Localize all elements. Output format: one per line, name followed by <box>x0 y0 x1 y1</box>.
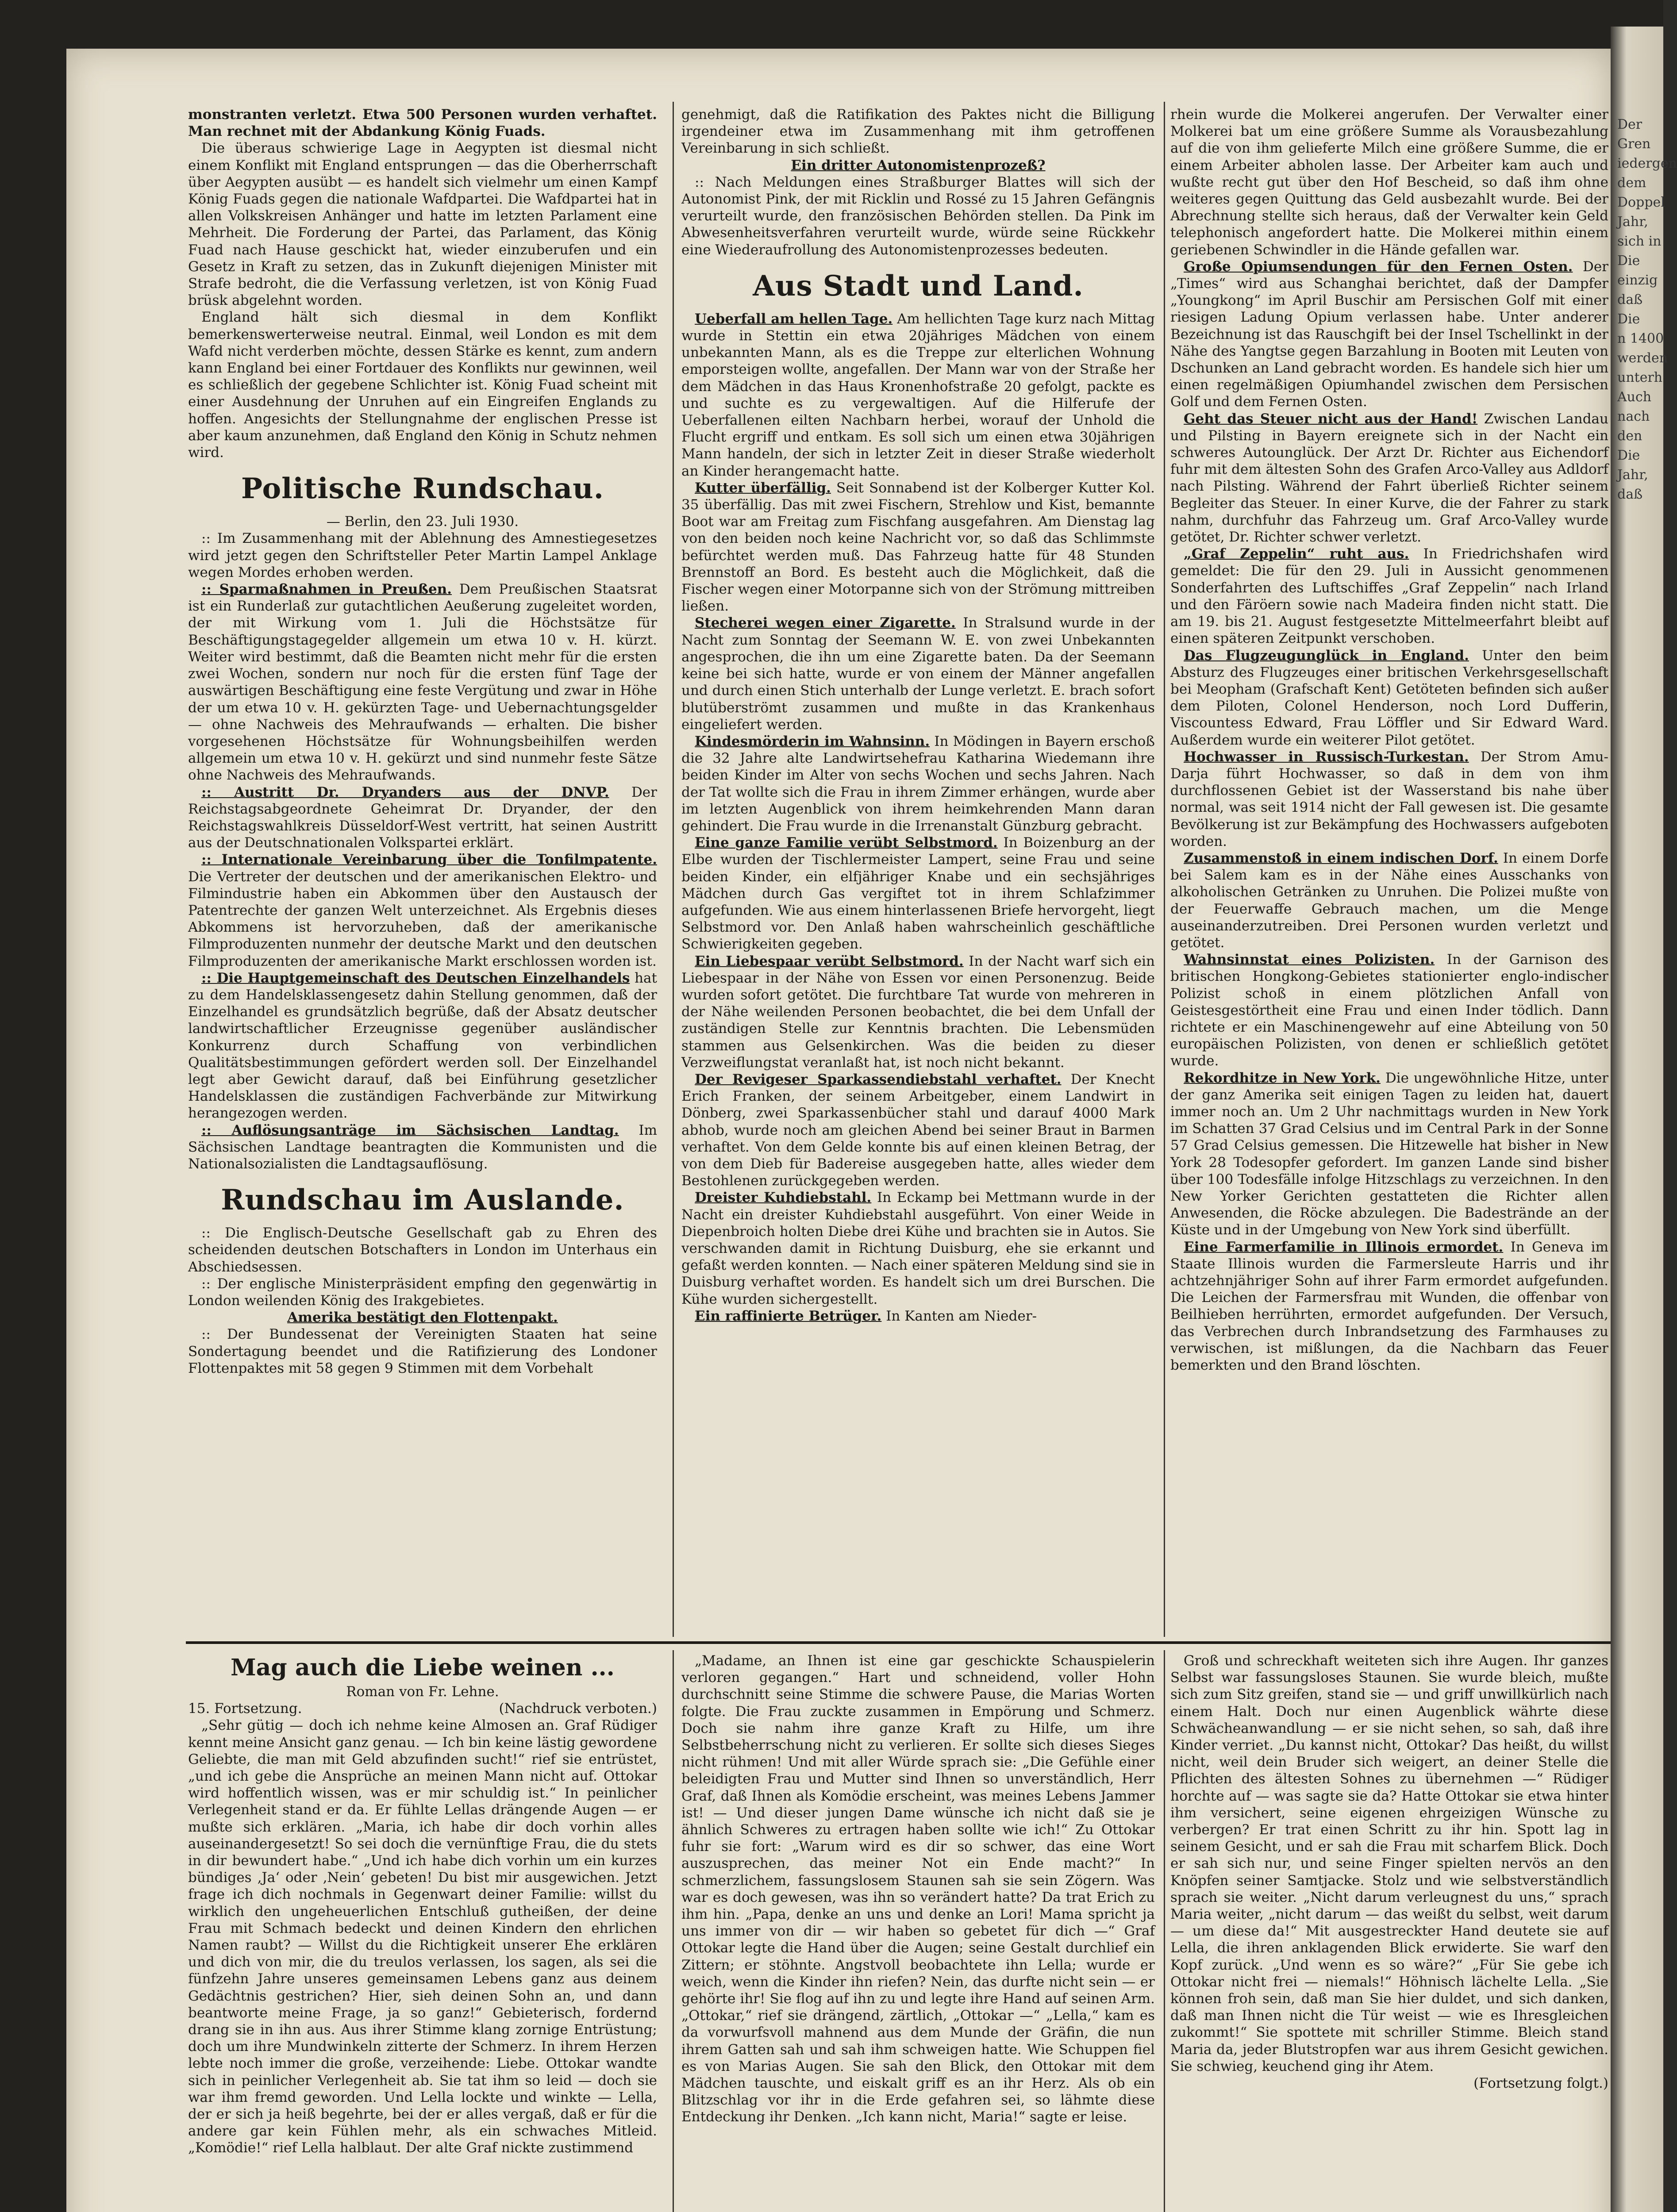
section-heading-rundschau-im-auslande: Rundschau im Auslande. <box>221 1183 624 1217</box>
news-text: Der Knecht Erich Franken, der seinem Arbeitgeber, einem Landwirt in Dönberg, zwei Sparkassenbücher stahl und darauf 4000 Mark abhob, wurde noch am gleichen Abend bei seiner Braut in Barmen verhaftet. Von dem Gelde konnte bis auf einen kleinen Betrag, der von dem Dieb für Badereise ausgegeben hatte, alles wieder dem Bestohlenen zurückgegeben werden. <box>681 1071 1155 1189</box>
news-text: Die Vertreter der deutschen und der amerikanischen Elektro- und Filmindustrie haben ein Abkommen über den Austausch der Patentrechte der ganzen Welt unterzeichnet. Als Ergebnis dieses Abkommens ist hervorzuheben, daß der amerikanische Filmproduzenten nunmehr der deutsche Markt und den deutschen Filmproduzenten der amerikanische Markt erschlossen worden ist. <box>188 868 657 969</box>
article-paragraph: England hält sich diesmal in dem Konflikt bemerkenswerterweise neutral. Einmal, weil London es mit dem Wafd nicht verderben möchte, dessen Stärke es kennt, zum andern kann England bei einer Fortdauer des Konflikts nur gewinnen, weil es schließlich der gegebene Schlichter ist. König Fuad scheint mit einer Ausdehnung der Unruhen auf ein Eingreifen Englands zu hoffen. Angesichts der Stellungnahme der englischen Presse ist aber kaum anzunehmen, daß England den König in Schutz nehmen wird. <box>188 309 657 461</box>
novel-column-3 <box>1170 1652 1608 2212</box>
section-heading-politische-rundschau: Politische Rundschau. <box>241 472 604 506</box>
news-subheading: :: Sparmaßnahmen in Preußen. <box>201 581 452 598</box>
installment-number: 15. Fortsetzung. <box>188 1701 302 1717</box>
continuation-note: (Fortsetzung folgt.) <box>1473 2075 1608 2092</box>
news-subheading: Kutter überfällig. <box>695 480 831 496</box>
news-text: Zwischen Landau und Pilsting in Bayern ereignete sich in der Nacht ein schweres Autounglück. Der Arzt Dr. Richter aus Eichendorf fuhr mit dem ältesten Sohn des Grafen Arco-Valley aus Adldorf nach Pilsting. Während der Fahrt überließ Richter seinem Begleiter das Steuer. In einer Kurve, die der Fahrer zu stark nahm, durchfuhr das Fahrzeug um. Graf Arco-Valley wurde getötet, Dr. Richter schwer verletzt. <box>1170 411 1609 545</box>
news-subheading: Eine ganze Familie verübt Selbstmord. <box>695 835 998 851</box>
news-text: In der Nacht warf sich ein Liebespaar in der Nähe von Essen vor einen Personenzug. Beide wurden sofort getötet. Die furchtbare Tat wurde von mehreren in der Nähe weilenden Personen beobachtet, die bei dem Unfall der zuständigen Stelle zur Kenntnis brachten. Die Lebensmüden stammen aus Gelsenkirchen. Was die beiden zu dieser Verzweiflungstat veranlaßt hat, ist noch nicht bekannt. <box>681 953 1155 1071</box>
article-paragraph: :: Der Bundessenat der Vereinigten Staaten hat seine Sondertagung beendet und die Ratifizierung des Londoner Flottenpaktes mit 58 gegen 9 Stimmen mit dem Vorbehalt <box>188 1326 657 1376</box>
news-text: In Geneva im Staate Illinois wurden die Farmersleute Harris und ihr achtzehnjähriger Sohn auf ihrer Farm ermordet aufgefunden. Die Leichen der Farmersfrau mit Wunden, die offenbar von Beilhieben herrührten, ermordet aufgefunden. Der Versuch, das Verbrechen durch Inbrandsetzung des Farmhauses zu verwischen, ist mißlungen, da die Nachbarn das Feuer bemerkten und den Brand löschten. <box>1170 1239 1608 1374</box>
news-text: Im Sächsischen Landtage beantragten die Kommunisten und die Nationalsozialisten die Landtagsauflösung. <box>188 1122 658 1172</box>
news-text: In Mödingen in Bayern erschoß die 32 Jahre alte Landwirtsehefrau Katharina Wiedemann ihre beiden Kinder im Alter von sechs Wochen und sechs Jahren. Nach der Tat wollte sich die Frau in ihrem Zimmer erhängen, wurde aber im letzten Augenblick von ihrem heimkehrenden Mann daran gehindert. Die Frau wurde in die Irrenanstalt Günzburg gebracht. <box>681 733 1155 834</box>
next-page-text-fragment: Der Gren iedergen dem Doppel Jahr, sich in Die einzig daß Die n 1400 werden unterh Auch nach den Die Jahr, daß <box>1617 117 1677 502</box>
news-subheading: Das Flugzeugunglück in England. <box>1184 647 1469 664</box>
news-text: Die ungewöhnliche Hitze, unter der ganz Amerika seit einigen Tagen zu leiden hat, dauert immer noch an. Um 2 Uhr nachmittags wurden in New York im Schatten 37 Grad Celsius und im Central Park in der Sonne 57 Grad Celsius gemessen. Die Hitzewelle hat bisher in New York 28 Todesopfer gefordert. Im ganzen Lande sind bisher über 100 Todesfälle infolge Hitzschlags zu verzeichnen. In den New Yorker Gerichten gestatteten die Richter allen Anwesenden, die Röcke abzulegen. Die Badestrände an der Küste und in der Umgebung von New York sind überfüllt. <box>1170 1070 1609 1238</box>
article-paragraph: :: Im Zusammenhang mit der Ablehnung des Amnestiegesetzes wird jetzt gegen den Schriftsteller Peter Martin Lampel Anklage wegen Mordes erhoben werden. <box>188 530 657 580</box>
news-subheading: Eine Farmerfamilie in Illinois ermordet. <box>1184 1239 1504 1255</box>
news-text: Dem Preußischen Staatsrat ist ein Runderlaß zur gutachtlichen Aeußerung zugeleitet worden, der mit Wirkung vom 1. Juli die Höchstsätze für Beschäftigungstagegelder allgemein um etwa 10 v. H. kürzt. Weiter wird bestimmt, daß die Beamten nicht mehr für die ersten zwei Wochen, sondern nur noch für die ersten fünf Tage der auswärtigen Beschäftigung eine feste Vergütung und zwar in Höhe der um etwa 10 v. H. gekürzten Tage- und Uebernachtungsgelder — ohne Nachweis des Mehraufwands — erhalten. Die bisher vorgesehenen Höchstsätze für Wohnungsbeihilfen werden allgemein um etwa 10 v. H. gekürzt und sind nunmehr feste Sätze ohne Nachweis des Mehraufwands. <box>188 581 657 783</box>
news-text: In Eckamp bei Mettmann wurde in der Nacht ein dreister Kuhdiebstahl ausgeführt. Von einer Weide in Diepenbroich holten Diebe drei Kühe und brachten sie in Autos. Sie verschwanden damit in Richtung Duisburg, ehe sie erkannt und gefaßt werden konnten. — Nach einer späteren Meldung sind sie in Duisburg verhaftet worden. Es handelt sich um drei Burschen. Die Kühe wurden sichergestellt. <box>681 1190 1155 1307</box>
section-heading-aus-stadt-und-land: Aus Stadt und Land. <box>753 269 1084 303</box>
news-text: Der Strom Amu-Darja führt Hochwasser, so daß in dem von ihm durchflossenen Gebiet ist der Wasserstand bis nahe über normal, was seit 1914 nicht der Fall gewesen ist. Die gesamte Bevölkerung ist zur Bekämpfung des Hochwassers aufgeboten worden. <box>1170 749 1609 849</box>
column-rule <box>673 1650 674 2212</box>
news-subheading: :: Die Hauptgemeinschaft des Deutschen Einzelhandels <box>201 970 630 986</box>
news-subheading: Hochwasser in Russisch-Turkestan. <box>1184 749 1469 765</box>
column-rule <box>1164 102 1165 1637</box>
column-1 <box>188 106 657 1637</box>
news-text: Der Reichstagsabgeordnete Geheimrat Dr. Dryander, der den Reichstagswahlkreis Düsseldorf-West vertritt, hat seinen Austritt aus der Deutschnationalen Volkspartei erklärt. <box>188 784 657 851</box>
news-subheading: „Graf Zeppelin“ ruht aus. <box>1184 546 1409 562</box>
novel-column-1 <box>188 1652 657 2212</box>
lead-paragraph: monstranten verletzt. Etwa 500 Personen wurden verhaftet. Man rechnet mit der Abdankung König Fuads. <box>188 107 657 140</box>
news-text: Unter den beim Absturz des Flugzeuges einer britischen Verkehrsgesellschaft bei Meopham (Grafschaft Kent) Getöteten befinden sich außer dem Piloten, Colonel Henderson, noch Lord Dufferin, Viscountess Edward, Frau Löffler und Sir Edward Ward. Außerdem wurde ein weiterer Pilot getötet. <box>1170 647 1609 748</box>
novel-column-2 <box>681 1652 1155 2212</box>
news-subheading: Kindesmörderin im Wahnsinn. <box>695 733 930 749</box>
article-paragraph: genehmigt, daß die Ratifikation des Paktes nicht die Billigung irgendeiner etwa im Zusammenhang mit ihm getroffenen Vereinbarung in sich schließt. <box>681 107 1155 157</box>
reprint-notice: (Nachdruck verboten.) <box>499 1701 657 1717</box>
news-subheading: Dreister Kuhdiebstahl. <box>695 1190 872 1206</box>
dateline: — Berlin, den 23. Juli 1930. <box>326 514 519 530</box>
column-rule <box>673 102 674 1637</box>
news-text: In Kanten am Nieder- <box>886 1308 1037 1324</box>
news-subheading: Ueberfall am hellen Tage. <box>695 311 893 327</box>
novel-author: Roman von Fr. Lehne. <box>346 1684 499 1700</box>
news-subheading: Rekordhitze in New York. <box>1184 1070 1381 1086</box>
news-text: In Friedrichshafen wird gemeldet: Die für den 29. Juli in Aussicht genommenen Sonderfahrten des Luftschiffes „Graf Zeppelin“ nach Irland und den Färöern sowie nach Madeira finden nicht statt. Die am 19. bis 21. August festgesetzte Mittelmeerfahrt bleibt auf einen späteren Zeitpunkt verschoben. <box>1170 546 1608 647</box>
article-paragraph: :: Die Englisch-Deutsche Gesellschaft gab zu Ehren des scheidenden deutschen Botschafters in London im Unterhaus ein Abschiedsessen. <box>188 1225 657 1275</box>
news-subheading: Der Revigeser Sparkassendiebstahl verhaftet. <box>695 1071 1062 1087</box>
news-subheading: Stecherei wegen einer Zigarette. <box>695 615 956 631</box>
news-subheading: Ein dritter Autonomistenprozeß? <box>791 157 1046 173</box>
news-subheading: Große Opiumsendungen für den Fernen Osten. <box>1184 258 1573 275</box>
news-subheading: Ein Liebespaar verübt Selbstmord. <box>695 953 964 969</box>
news-subheading: Geht das Steuer nicht aus der Hand! <box>1184 411 1478 427</box>
column-rule <box>1164 1650 1165 2212</box>
news-subheading: :: Austritt Dr. Dryanders aus der DNVP. <box>201 784 609 800</box>
news-text: In Stralsund wurde in der Nacht zum Sonntag der Seemann W. E. von zwei Unbekannten angesprochen, die ihn um eine Zigarette baten. Da der Seemann keine bei sich hatte, wurde er von einem der Männer angefallen und durch einen Stich unterhalb der Lunge verletzt. E. brach sofort blutüberströmt zusammen und mußte in das Krankenhaus eingeliefert werden. <box>681 615 1155 733</box>
column-3 <box>1170 106 1608 1637</box>
news-subheading: Wahnsinnstat eines Polizisten. <box>1184 952 1435 968</box>
column-2 <box>681 106 1155 1637</box>
news-subheading: :: Internationale Vereinbarung über die Tonfilmpatente. <box>201 852 657 868</box>
novel-installment-line <box>188 1700 657 1717</box>
news-subheading: :: Auflösungsanträge im Sächsischen Landtag. <box>201 1122 619 1138</box>
news-text: Der „Times“ wird aus Schanghai berichtet, daß der Dampfer „Youngkong“ im April Buschir am Persischen Golf mit einer riesigen Ladung Opium verlassen habe. Unter anderer Bezeichnung ist das Rauschgift bei der Insel Tschellinkt in der Nähe des Yangtse gegen Barzahlung in Booten mit Leuten von Dschunken an Land gebracht worden. Es handele sich hier um einen regelmäßigen Opiumhandel zwischen dem Persischen Golf und dem Fernen Osten. <box>1170 258 1608 410</box>
news-text: Am hellichten Tage kurz nach Mittag wurde in Stettin ein etwa 20jähriges Mädchen von einem unbekannten Mann, als es die Treppe zur elterlichen Wohnung emporsteigen wollte, angefallen. Der Mann war von der Straße her dem Mädchen in das Haus Kronenhofstraße 20 gefolgt, packte es und suchte es zu vergewaltigen. Auf die Hilferufe der Ueberfallenen eilten Nachbarn herbei, worauf der Unhold die Flucht ergriff und entkam. Es soll sich um einen etwa 30jährigen Mann handeln, der sich in letzter Zeit in dieser Straße wiederholt an Kinder herangemacht hatte. <box>681 311 1155 479</box>
article-paragraph: :: Der englische Ministerpräsident empfing den gegenwärtig in London weilenden König des Irakgebietes. <box>188 1275 657 1309</box>
news-subheading: Zusammenstoß in einem indischen Dorf. <box>1184 850 1498 866</box>
news-subheading: Ein raffinierte Betrüger. <box>695 1308 882 1324</box>
novel-text: „Madame, an Ihnen ist eine gar geschickte Schauspielerin verloren gegangen.“ Hart und schneidend, voller Hohn durchschnitt seine Stimme die schwere Pause, die Marias Worten folgte. Die Frau zuckte zusammen in Empörung und Schmerz. Doch sie nahm ihre ganze Kraft zu Hilfe, um ihre Selbstbeherrschung nicht zu verlieren. Er sollte sich dieses Sieges nicht rühmen! Und mit aller Würde sprach sie: „Die Gefühle einer beleidigten Frau und Mutter sind Ihnen so unverständlich, Herr Graf, daß Ihnen als Komödie erscheint, was meines Lebens Jammer ist! — Und dieser jungen Dame wünsche ich nicht daß sie je ähnlich Schweres zu ertragen haben sollte wie ich!“ Zu Ottokar fuhr sie fort: „Warum wird es dir so schwer, das eine Wort auszusprechen, das meiner Not ein Ende macht?“ In schmerzlichem, fassungslosem Staunen sah sie sein Zögern. Was war es doch gewesen, was ihn so verändert hatte? Da trat Erich zu ihm hin. „Papa, denke an uns und denke an Lori! Mama spricht ja uns immer von dir — wir haben so gebetet für dich —“ Graf Ottokar legte die Hand über die Augen; seine Gestalt durchlief ein Zittern; er stöhnte. Angstvoll beobachtete ihn Lella; wurde er weich, wenn die Kinder ihn riefen? Nein, das durfte nicht sein — er gehörte ihr! Sie flog auf ihn zu und legte ihre Hand auf seinen Arm. „Ottokar,“ rief sie drängend, zärtlich, „Ottokar —“ „Lella,“ kam es da vorwurfsvoll mahnend aus dem Munde der Gräfin, die nun ihrem Gatten sah und sah ihm schweigen hatte. Wie Schuppen fiel es von Marias Augen. Sie sah den Blick, den Ottokar mit dem Mädchen tauschte, und eiskalt griff es an ihr Herz. Als ob ein Blitzschlag vor ihr in die Erde gefahren sei, so lähmte diese Entdeckung ihr Denken. „Ich kann nicht, Maria!“ sagte er leise. <box>681 1653 1155 2125</box>
news-subheading: Amerika bestätigt den Flottenpakt. <box>287 1310 558 1326</box>
novel-divider-rule <box>186 1641 1611 1644</box>
news-text: hat zu dem Handelsklassengesetz dahin Stellung genommen, daß der Einzelhandel es grundsätzlich begrüße, daß der Absatz deutscher landwirtschaftlicher Erzeugnisse gegenüber ausländischer Konkurrenz durch Schaffung von verbindlichen Qualitätsbestimmungen gefördert werden soll. Der Einzelhandel legt aber Gewicht darauf, daß bei Einführung gesetzlicher Handelsklassen die zuständigen Fachverbände zur Mitwirkung herangezogen werden. <box>188 970 657 1121</box>
news-text: In Boizenburg an der Elbe wurden der Tischlermeister Lampert, seine Frau und seine beiden Kinder, ein elfjähriger Knabe und ein sechsjähriges Mädchen durch Gas vergiftet tot in ihrem Schlafzimmer aufgefunden. Wie aus einem hinterlassenen Briefe hervorgeht, liegt Selbstmord vor. Den Anlaß haben wahrscheinlich geschäftliche Schwierigkeiten gegeben. <box>681 835 1155 952</box>
news-text: Seit Sonnabend ist der Kolberger Kutter Kol. 35 überfällig. Das mit zwei Fischern, Strehlow und Kist, bemannte Boot war am Freitag zum Fischfang ausgefahren. Am Dienstag lag von den beiden noch keine Nachricht vor, so daß das Schlimmste befürchtet werden muß. Das Fahrzeug hatte für 48 Stunden Brennstoff an Bord. Es besteht auch die Möglichkeit, daß die Fischer wegen einer Motorpanne sich von der Strömung mittreiben ließen. <box>681 480 1155 614</box>
novel-text: Groß und schreckhaft weiteten sich ihre Augen. Ihr ganzes Selbst war fassungsloses Staunen. Sie wurde bleich, mußte sich zum Sitz greifen, stand sie — und griff unwillkürlich nach einem Halt. Doch nur einen Augenblick währte diese Schwächeanwandlung — er sie nicht sehen, so sah, daß ihre Kinder verriet. „Du kannst nicht, Ottokar? Das heißt, du willst nicht, weil dein Bruder sich weigert, an deiner Stelle die Pflichten des ältesten Sohnes zu übernehmen —“ Rüdiger horchte auf — was sagte sie da? Hatte Ottokar sie etwa hinter ihm versichert, seine eigenen ehrgeizigen Wünsche zu verbergen? Er trat einen Schritt zu ihr hin. Spott lag in seinem Gesicht, und er sah die Frau mit scharfem Blick. Doch er sah sich nur, und seine Finger spielten nervös an den Knöpfen seiner Samtjacke. Stolz und wie selbstverständlich sprach sie weiter. „Nicht darum verleugnest du uns,“ sprach Maria weiter, „nicht darum — das weißt du selbst, weit darum — um diese da!“ Mit ausgestreckter Hand deutete sie auf Lella, die ihren anklagenden Blick erwiderte. Sie warf den Kopf zurück. „Und wenn es so wäre?“ „Für Sie gebe ich Ottokar nicht frei — niemals!“ Höhnisch lächelte Lella. „Sie können froh sein, daß man Sie hier duldet, und sich danken, daß man Ihnen nicht die Tür weist — wie es Ihresgleichen zukommt!“ Sie spottete mit schriller Stimme. Bleich stand Maria da, jeder Blutstropfen war aus ihrem Gesicht gewichen. Sie schwieg, keuchend ging ihr Atem. <box>1170 1653 1608 2074</box>
novel-title: Mag auch die Liebe weinen ... <box>231 1654 615 1681</box>
article-paragraph: Die überaus schwierige Lage in Aegypten ist diesmal nicht einem Konflikt mit England entsprungen — das die Oberherrschaft über Aegypten ausübt — es handelt sich vielmehr um einen Kampf König Fuads gegen die nationale Wafdpartei. Die Wafdpartei hat in allen Volkskreisen Anhänger und hatte im letzten Parlament eine Mehrheit. Die Forderung der Partei, das Parlament, das König Fuad nach Hause geschickt hat, wieder einzuberufen und ein Gesetz in Kraft zu setzen, das in Zukunft diejenigen Minister mit Strafe bedroht, die die Verfassung verletzen, ist von König Fuad brüsk abgelehnt worden. <box>188 140 657 309</box>
news-text: In der Garnison des britischen Hongkong-Gebietes stationierter englo-indischer Polizist schoß in einem plötzlichen Anfall von Geistesgestörtheit eine Frau und einen Inder tödlich. Dann richtete er ein Maschinengewehr auf eine Abteilung von 50 europäischen Polizisten, von denen er schließlich getötet wurde. <box>1170 952 1608 1069</box>
news-text: In einem Dorfe bei Salem kam es in der Nähe eines Ausschanks von alkoholischen Getränken zu Unruhen. Die Polizei mußte von der Feuerwaffe Gebrauch machen, um die Menge auseinanderzutreiben. Drei Personen wurden verletzt und getötet. <box>1170 850 1608 951</box>
article-paragraph: rhein wurde die Molkerei angerufen. Der Verwalter einer Molkerei bat um eine größere Summe als Vorausbezahlung auf die von ihm gelieferte Milch eine größere Summe, die er einem Arbeiter abholen lasse. Der Arbeiter kam auch und wußte recht gut über den Hof Bescheid, so daß ihm ohne weiteres gegen Quittung das Geld ausbezahlt wurde. Bei der Abrechnung stellte sich heraus, daß der Verwalter kein Geld telephonisch angefordert hatte. Die Molkerei mithin einem geriebenen Schwindler in die Hände gefallen war. <box>1170 107 1608 258</box>
article-paragraph: :: Nach Meldungen eines Straßburger Blattes will sich der Autonomist Pink, der mit Ricklin und Rossé zu 15 Jahren Gefängnis verurteilt wurde, den französischen Behörden stellen. Da Pink im Abwesenheitsverfahren verurteilt wurde, würde seine Rückkehr eine Wiederaufrollung des Autonomistenprozesses bedeuten. <box>681 174 1155 258</box>
novel-text: „Sehr gütig — doch ich nehme keine Almosen an. Graf Rüdiger kennt meine Ansicht ganz genau. — Ich bin keine lästig gewordene Geliebte, die man mit Geld abzufinden sucht!“ rief sie entrüstet, „und ich gebe die Ansprüche an meinen Mann nicht auf. Ottokar wird hoffentlich wissen, was er mir schuldig ist.“ In peinlicher Verlegenheit stand er da. Er fühlte Lellas drängende Augen — er mußte sich erklären. „Maria, ich habe dir doch vorhin alles auseinandergesetzt! So sei doch die vernünftige Frau, die du stets in dir bewundert habe.“ „Und ich habe dich vorhin um ein kurzes bündiges ‚Ja‘ oder ‚Nein‘ gebeten! Du bist mir ausgewichen. Jetzt frage ich dich nochmals in Gegenwart deiner Familie: willst du wirklich den ungeheuerlichen Entschluß gutheißen, der deine Frau mit Schmach bedeckt und deinen Kindern den ehrlichen Namen raubt? — Willst du die Richtigkeit unserer Ehe erklären und dich von mir, die du treulos verlassen, los sagen, als sei die fünfzehn Jahre unseres gemeinsamen Lebens ganz aus deinem Gedächtnis gestrichen? Hier, sieh deinen Sohn an, und dann beantworte meine Frage, ja so ganz!“ Gebieterisch, fordernd drang sie in ihn aus. Aus ihrer Stimme klang zornige Entrüstung; doch um ihre Mundwinkeln zitterte der Schmerz. In ihrem Herzen lebte noch immer die große, verzeihende: Liebe. Ottokar wandte sich in peinlicher Verlegenheit ab. Sie tat ihm so leid — doch sie war ihm fremd geworden. Und Lella lockte und winkte — Lella, der er sich ja heiß begehrte, bei der er alles vergaß, daß er für die andere gar kein Fühlen mehr, als ein schwaches Mitleid. „Komödie!“ rief Lella halblaut. Der alte Graf nickte zustimmend <box>188 1717 657 2156</box>
